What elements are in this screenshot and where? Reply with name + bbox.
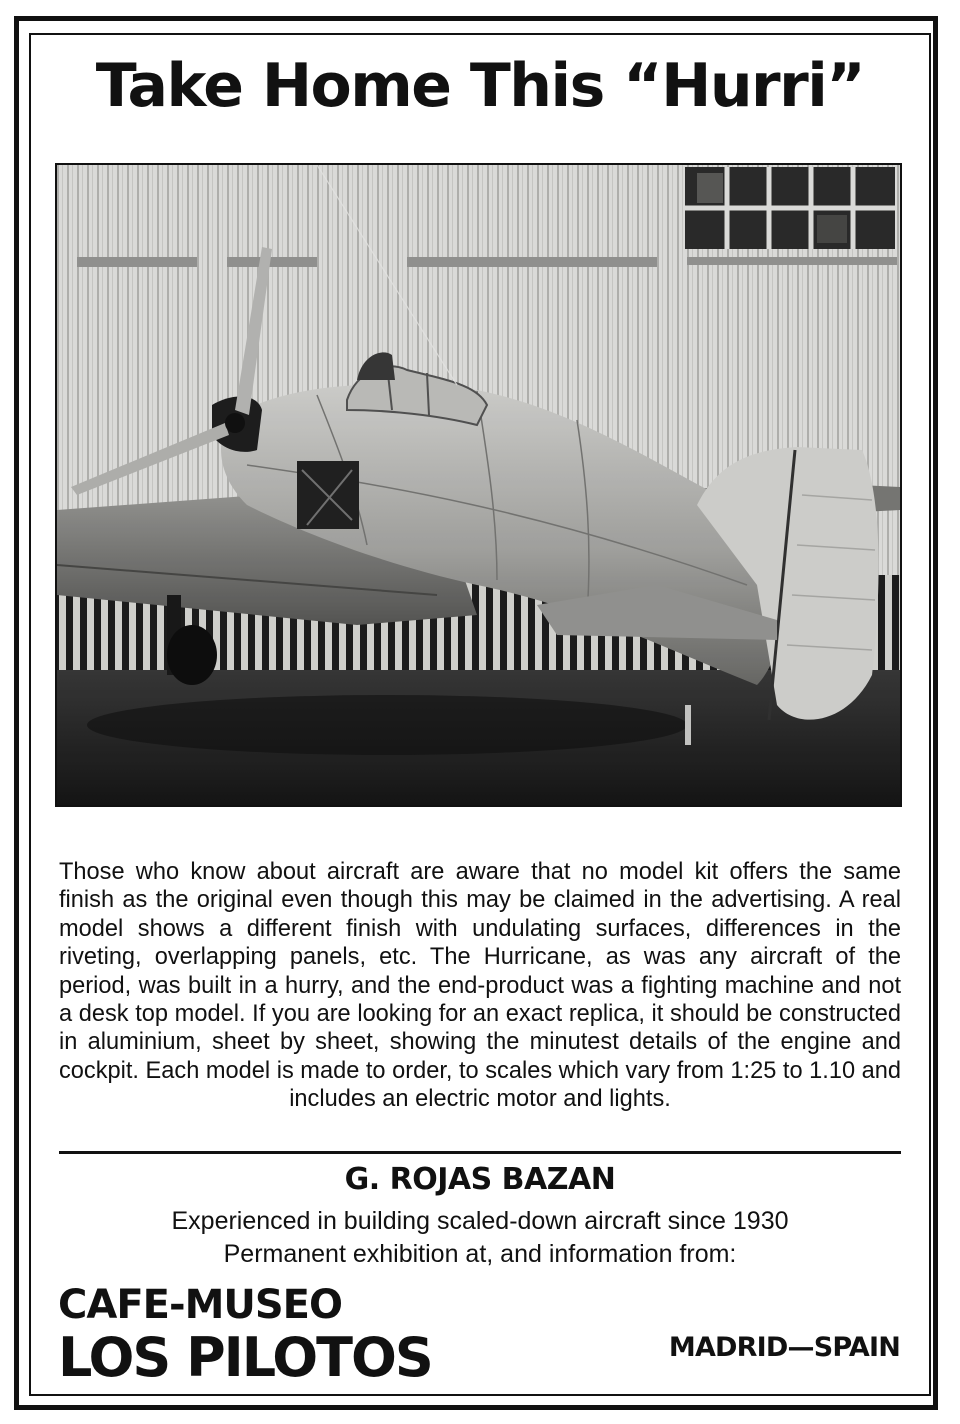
venue-name-line-1: CAFE-MUSEO bbox=[58, 1282, 342, 1328]
aircraft-model-photo-icon bbox=[57, 165, 900, 805]
location: MADRID—SPAIN bbox=[668, 1332, 900, 1363]
maker-name: G. ROJAS BAZAN bbox=[344, 1162, 616, 1197]
venue-name-line-2: LOS PILOTOS bbox=[58, 1326, 432, 1389]
headline: Take Home This “Hurri” bbox=[95, 51, 865, 121]
aircraft-photo bbox=[55, 163, 902, 807]
divider bbox=[59, 1151, 901, 1154]
tagline-exhibition: Permanent exhibition at, and information from: bbox=[223, 1240, 737, 1268]
tagline-experience: Experienced in building scaled-down aircraft since 1930 bbox=[171, 1207, 789, 1235]
body-copy: Those who know about aircraft are aware that no model kit offers the same finish as the original even though this may be claimed in the advertising. A real model shows a different finish with undulating surfaces, differences in the riveting, overlapping panels, etc. The Hurricane, as was any aircraft of the period, was built in a hurry, and the end-product was a fighting machine and not a desk top model. If you are looking for an exact replica, it should be constructed in aluminium, sheet by sheet, showing the minutest details of the engine and cockpit. Each model is made to order, to scales which vary from 1:25 to 1.10 and includes an electric motor and lights. bbox=[59, 859, 901, 1113]
